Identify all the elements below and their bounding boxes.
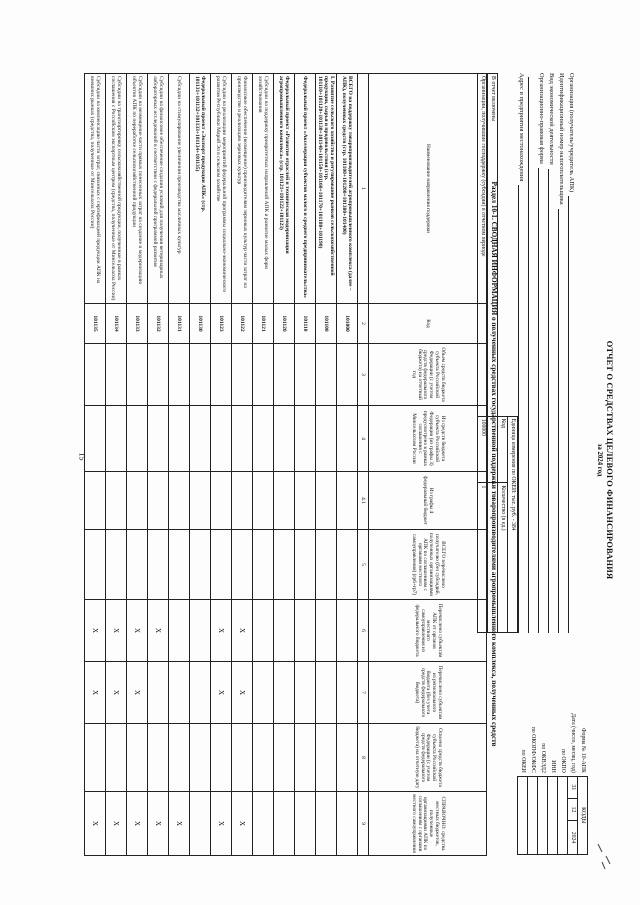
empty-cell (147, 662, 168, 724)
col-head-5: ВСЕГО перечислено получателю (без субсидий, полученных организациями АПК по соглашениям с органами местного самоуправления) (гр6+гр7) (369, 530, 487, 600)
empty-cell (105, 724, 126, 792)
x-mark: X (147, 600, 168, 662)
empty-cell (337, 600, 358, 662)
empty-cell (252, 724, 273, 792)
row-code: 101130 (189, 304, 210, 344)
col-head-name: Наименование направления поддержки (369, 74, 487, 304)
empty-cell (147, 406, 168, 472)
row-name: Субсидии на транспортировку сельскохозяйственной продукции, полученные в рамках соглашения с Российским экспортным центром (средства, полученные от Минсельхоза России) (105, 74, 126, 304)
empty-cell (189, 530, 210, 600)
org-field: Адрес и предприятия местонахождения (518, 73, 528, 633)
table-row (147, 74, 168, 856)
col-head-7: Перечислено субъектам из регионального бюджета (без учета средств федерального бюджета) (369, 662, 487, 724)
org-field: Организация (получатель/учредитель АПК) (568, 73, 578, 633)
x-mark: X (210, 600, 231, 662)
table-row (210, 74, 231, 856)
table-row (189, 74, 210, 856)
empty-cell (252, 344, 273, 406)
col-head-6: Перечислено субъектам АПК от органов местного самоуправления из федерального бюджета (369, 600, 487, 662)
empty-cell (315, 662, 336, 724)
empty-cell (231, 472, 252, 530)
x-mark: X (168, 792, 189, 856)
table-row (84, 74, 105, 856)
empty-cell (84, 530, 105, 600)
empty-cell (231, 724, 252, 792)
empty-cell (273, 344, 294, 406)
report-title: ОТЧЕТ О СРЕДСТВАХ ЦЕЛЕВОГО ФИНАНСИРОВАНИЯ (605, 340, 614, 580)
x-mark: X (210, 662, 231, 724)
codes-label: КОДЫ (578, 776, 588, 854)
x-mark: X (231, 792, 252, 856)
empty-cell (315, 600, 336, 662)
col-head-4-1: Из графы 4 федеральный бюджет (369, 472, 487, 530)
empty-cell (84, 472, 105, 530)
empty-cell (337, 662, 358, 724)
empty-cell (126, 724, 147, 792)
empty-cell (315, 472, 336, 530)
x-mark: X (84, 600, 105, 662)
x-mark: X (84, 662, 105, 724)
x-mark: X (210, 792, 231, 856)
empty-cell (252, 600, 273, 662)
x-mark: X (105, 792, 126, 856)
empty-cell (252, 530, 273, 600)
col-head-3: Объем средств бюджета субъекта Российской Федерации (с учетом средств федерального бюджета) на отчетный год (369, 344, 487, 406)
empty-cell (273, 724, 294, 792)
table-row (168, 74, 189, 856)
empty-cell (189, 662, 210, 724)
empty-cell (273, 600, 294, 662)
empty-cell (252, 792, 273, 856)
empty-cell (210, 472, 231, 530)
empty-cell (294, 792, 315, 856)
x-mark: X (84, 792, 105, 856)
empty-cell (147, 530, 168, 600)
row-name: Финансовое обеспечение (возмещение) производителям зерновых культур части затрат на производство и реализацию зерновых культур (231, 74, 252, 304)
org-field: Организационно-правовая форма (538, 73, 548, 633)
empty-cell (294, 472, 315, 530)
empty-cell (231, 530, 252, 600)
empty-cell (252, 662, 273, 724)
row-name: Субсидии на поддержку приоритетных направлений АПК и развитие малых форм хозяйствования (252, 74, 273, 304)
empty-cell (168, 662, 189, 724)
empty-cell (252, 406, 273, 472)
empty-cell (337, 792, 358, 856)
row-code: 101121 (252, 304, 273, 344)
empty-cell (337, 406, 358, 472)
row-name: Федеральный проект «Развитие отраслей и техническая модернизация агропромышленного комплекса» (стр. 101121+101122+101123) (273, 74, 294, 304)
empty-cell (147, 724, 168, 792)
units-table: Единица измерения по ОКЕИ: тыс. руб. - 384 Код Количество (в ед.) В отчет включены Организации, получившие господдержку (субсидии) в отчетном периоде 100000 1 (477, 73, 518, 633)
empty-cell (252, 472, 273, 530)
empty-cell (189, 344, 210, 406)
row-code: 101100 (315, 304, 336, 344)
empty-cell (210, 406, 231, 472)
empty-cell (168, 344, 189, 406)
empty-cell (84, 724, 105, 792)
org-field: Идентификационный номер налогоплательщика (558, 73, 568, 633)
organization-fields (518, 73, 578, 633)
empty-cell (273, 662, 294, 724)
empty-cell (105, 472, 126, 530)
row-code: 101000 (337, 304, 358, 344)
support-table (84, 73, 487, 856)
empty-cell (294, 406, 315, 472)
empty-cell (105, 406, 126, 472)
x-mark: X (126, 792, 147, 856)
row-name: Субсидии на финансовое обеспечение создания условий для получения ветеринарных лабораторных исследований в соответствии с федеральной программой развития (147, 74, 168, 304)
empty-cell (126, 406, 147, 472)
report-subtitle: за 2024 год (596, 443, 603, 477)
empty-cell (189, 792, 210, 856)
empty-cell (126, 472, 147, 530)
row-code: 101120 (273, 304, 294, 344)
x-mark: X (105, 662, 126, 724)
empty-cell (147, 472, 168, 530)
table-row (294, 74, 315, 856)
empty-cell (337, 344, 358, 406)
empty-cell (126, 530, 147, 600)
col-head-code: Код (369, 304, 487, 344)
empty-cell (189, 472, 210, 530)
units-label: Единица измерения по ОКЕИ: тыс. руб. - 384 (508, 416, 518, 632)
section-title: Раздел 10-1. СВОДНАЯ ИНФОРМАЦИЯ о полученных средствах государственной поддержки товаропроизводителями агропромышленного комплекса, полученных средств (490, 181, 498, 747)
empty-cell (84, 406, 105, 472)
row-name: Субсидии на компенсацию части затрат, связанных с сертификацией продукции АПК на внешних рынках (средства, полученные от Минсельхоза России) (84, 74, 105, 304)
x-mark: X (231, 662, 252, 724)
column-numbers-row: 1 2 3 4 4.1 5 6 7 8 9 (358, 74, 369, 856)
x-mark: X (105, 600, 126, 662)
col-head-4: Из средств бюджета субъекта Российской Федерации (из графы 3) предусмотрено в рамках соглашения с Минсельхозом России (369, 406, 487, 472)
row-code: 101122 (231, 304, 252, 344)
empty-cell (294, 600, 315, 662)
empty-cell (147, 344, 168, 406)
empty-cell (231, 344, 252, 406)
org-field: Вид экономической деятельности (548, 73, 558, 633)
row-code: 101134 (105, 304, 126, 344)
table-row (315, 74, 336, 856)
rotated-report-sheet (72, 65, 620, 855)
x-mark: X (231, 600, 252, 662)
table-row (273, 74, 294, 856)
empty-cell (126, 344, 147, 406)
empty-cell (315, 792, 336, 856)
row-name: Федеральный проект «Экспорт продукции АПК» (стр. 101131+101132+101133+101134+101135) (189, 74, 210, 304)
table-row (126, 74, 147, 856)
row-code: 101132 (147, 304, 168, 344)
empty-cell (168, 406, 189, 472)
empty-cell (210, 724, 231, 792)
table-row (105, 74, 126, 856)
row-name: Федеральный проект «Акселерация субъектов малого и среднего предпринимательства» (294, 74, 315, 304)
empty-cell (168, 724, 189, 792)
empty-cell (294, 530, 315, 600)
table-row (231, 74, 252, 856)
empty-cell (315, 530, 336, 600)
row-code: 101131 (168, 304, 189, 344)
empty-cell (84, 344, 105, 406)
form-label: Форма № 10-АПК (579, 727, 586, 773)
empty-cell (337, 530, 358, 600)
codes-box: Форма № 10-АПК КОДЫ Дата (число, месяц, год) 31 12 2024 по ОКПО ИНН по ОКВЭД2 по ОКОПФ/ОКФС по ОКЕИ (517, 643, 588, 855)
row-code: 101123 (210, 304, 231, 344)
row-name: Субсидии на возмещение части прямых понесенных затрат на создание и модернизацию объектов АПК по переработке сельскохозяйственной продукции (126, 74, 147, 304)
empty-cell (337, 472, 358, 530)
empty-cell (105, 344, 126, 406)
empty-cell (294, 724, 315, 792)
row-name: Субсидии на стимулирование увеличения производства масличных культур (168, 74, 189, 304)
empty-cell (294, 662, 315, 724)
empty-cell (273, 530, 294, 600)
row-name: ВСЕГО на поддержку товаропроизводителей агропромышленного комплекса (далее – АПК), полученных средств (стр. 101100+101200+101300+101400) (337, 74, 358, 304)
table-row (252, 74, 273, 856)
empty-cell (273, 472, 294, 530)
row-code: 101133 (126, 304, 147, 344)
empty-cell (315, 406, 336, 472)
empty-cell (168, 472, 189, 530)
empty-cell (315, 724, 336, 792)
empty-cell (210, 530, 231, 600)
row-code: 101110 (294, 304, 315, 344)
col-head-8: Освоено средств бюджета субъекта Российской Федерации (с учетом средств федерального бюджета) на отчетную дату (369, 724, 487, 792)
table-row (337, 74, 358, 856)
empty-cell (231, 406, 252, 472)
org-field (528, 73, 538, 633)
x-mark: X (126, 600, 147, 662)
empty-cell (273, 406, 294, 472)
empty-cell (168, 600, 189, 662)
table-body (84, 74, 368, 856)
col-head-9: СПРАВОЧНО: средства местных бюджетов, полученные организациями АПК по соглашениям с органами местного самоуправления (369, 792, 487, 856)
x-mark: X (147, 792, 168, 856)
empty-cell (189, 600, 210, 662)
page-number: 15 (77, 452, 87, 461)
row-code: 101135 (84, 304, 105, 344)
row-name: Субсидии на реализацию мероприятий федеральной программы социально-экономического развития Республики Марий Эл в сельском хозяйстве (210, 74, 231, 304)
empty-cell (189, 724, 210, 792)
x-mark: X (126, 662, 147, 724)
row-name: I. Развитие сельского хозяйства и регулирование рынков сельскохозяйственной продукции, сырья и продовольствия (стр. 101110+101120+101130+101140+101150+101160+101170+101180+101190) (315, 74, 336, 304)
empty-cell (168, 530, 189, 600)
empty-cell (189, 406, 210, 472)
empty-cell (315, 344, 336, 406)
empty-cell (210, 344, 231, 406)
empty-cell (105, 530, 126, 600)
empty-cell (337, 724, 358, 792)
empty-cell (273, 792, 294, 856)
empty-cell (294, 344, 315, 406)
